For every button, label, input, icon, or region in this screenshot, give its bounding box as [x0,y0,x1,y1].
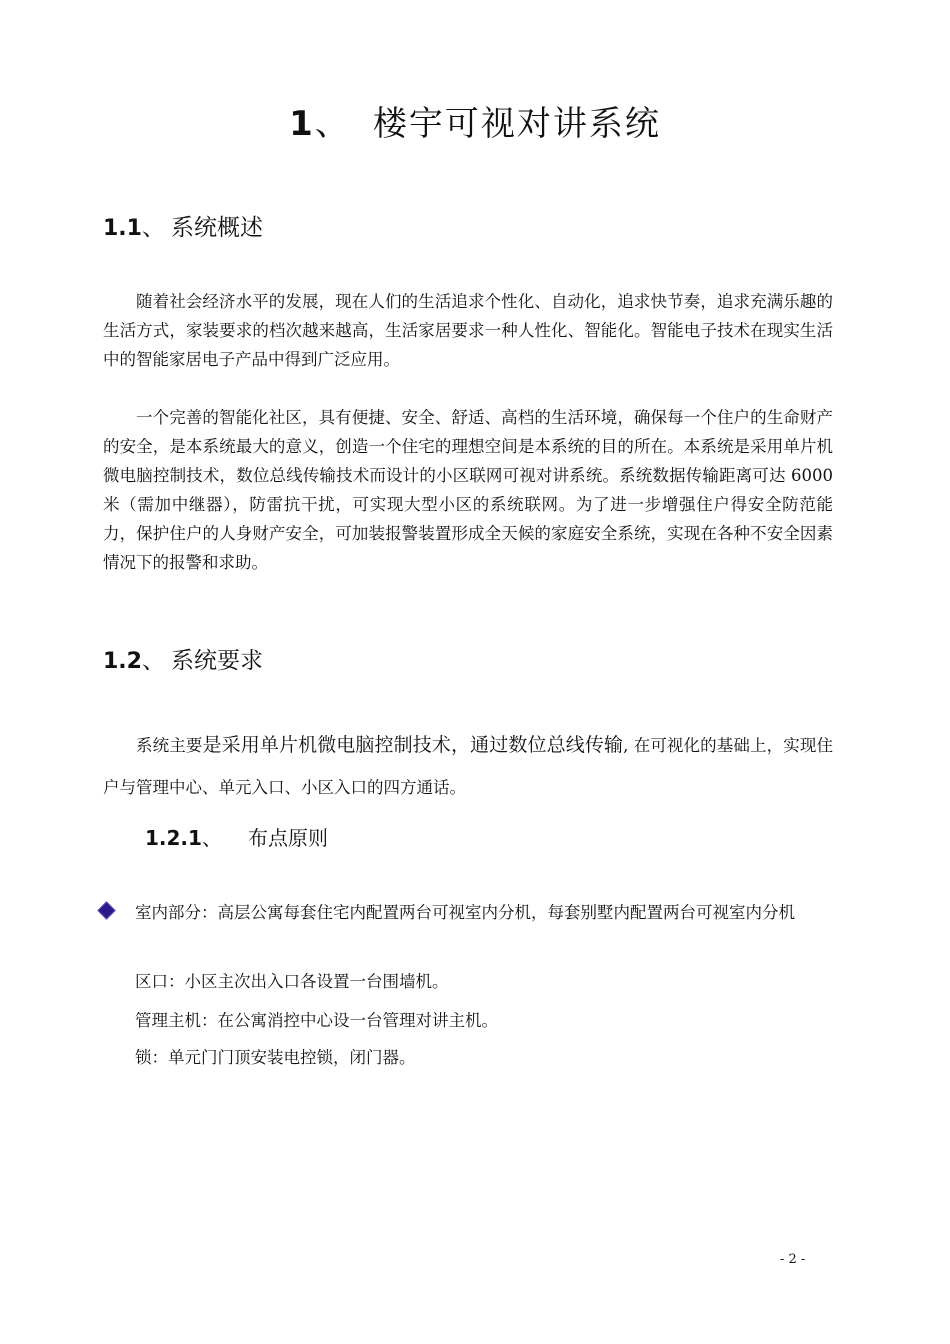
diamond-bullet-icon [97,901,115,919]
section-1-1-paragraph-2: 一个完善的智能化社区，具有便捷、安全、舒适、高档的生活环境，确保每一个住户的生命财产的安全，是本系统最大的意义，创造一个住宅的理想空间是本系统的目的所在。本系统是采用单片机微电脑控制技术，数位总线传输技术而设计的小区联网可视对讲系统。系统数据传输距离可达 6000 米（需加中继器），防雷抗干扰，可实现大型小区的系统联网。为了进一步增强住户得安全防范能力，保护住户的人身财产安全，可加装报警装置形成全天候的家庭安全系统，实现在各种不安全因素情况下的报警和求助。 [103,408,833,572]
section-1-2-separator: 、 [141,648,165,674]
list-item: 管理主机：在公寓消控中心设一台管理对讲主机。 [135,1011,498,1030]
chapter-number: 1 [289,104,315,144]
section-1-2-1-number: 1.2.1 [145,826,202,850]
section-1-2-1-separator: 、 [201,826,222,850]
section-1-1-title: 系统概述 [170,215,263,241]
section-1-1-number: 1.1 [103,216,142,241]
section-1-2-lead: 系统主要 [136,736,203,755]
bullet-text: 室内部分：高层公寓每套住宅内配置两台可视室内分机，每套别墅内配置两台可视室内分机 [135,903,795,922]
section-1-1-heading [103,212,263,245]
chapter-title: 楼宇可视对讲系统 [372,104,661,144]
section-1-2-rest: , 在可视化的基础上，实现住户与管理中心、单元入口、小区入口的四方通话。 [103,736,833,797]
section-1-2-1-title: 布点原则 [247,826,328,850]
section-1-2-number: 1.2 [103,649,142,674]
section-1-2-paragraph [103,724,833,809]
section-1-2-title: 系统要求 [170,648,263,674]
section-1-2-1-heading [145,823,328,853]
page-number: - 2 - [780,1252,806,1267]
chapter-heading [0,100,950,148]
section-1-1-paragraph-1: 随着社会经济水平的发展，现在人们的生活追求个性化、自动化，追求快节奏，追求充满乐趣的生活方式，家装要求的档次越来越高，生活家居要求一种人性化、智能化。智能电子技术在现实生活中的智能家居电子产品中得到广泛应用。 [103,292,833,369]
section-1-2-emphasis: 是采用单片机微电脑控制技术，通过数位总线传输 [202,734,624,756]
section-1-1-separator: 、 [141,215,165,241]
section-1-2-heading [103,645,263,678]
list-item: 区口：小区主次出入口各设置一台围墙机。 [135,972,449,991]
list-item: 锁：单元门门顶安装电控锁，闭门器。 [135,1048,416,1067]
chapter-separator: 、 [314,104,351,144]
